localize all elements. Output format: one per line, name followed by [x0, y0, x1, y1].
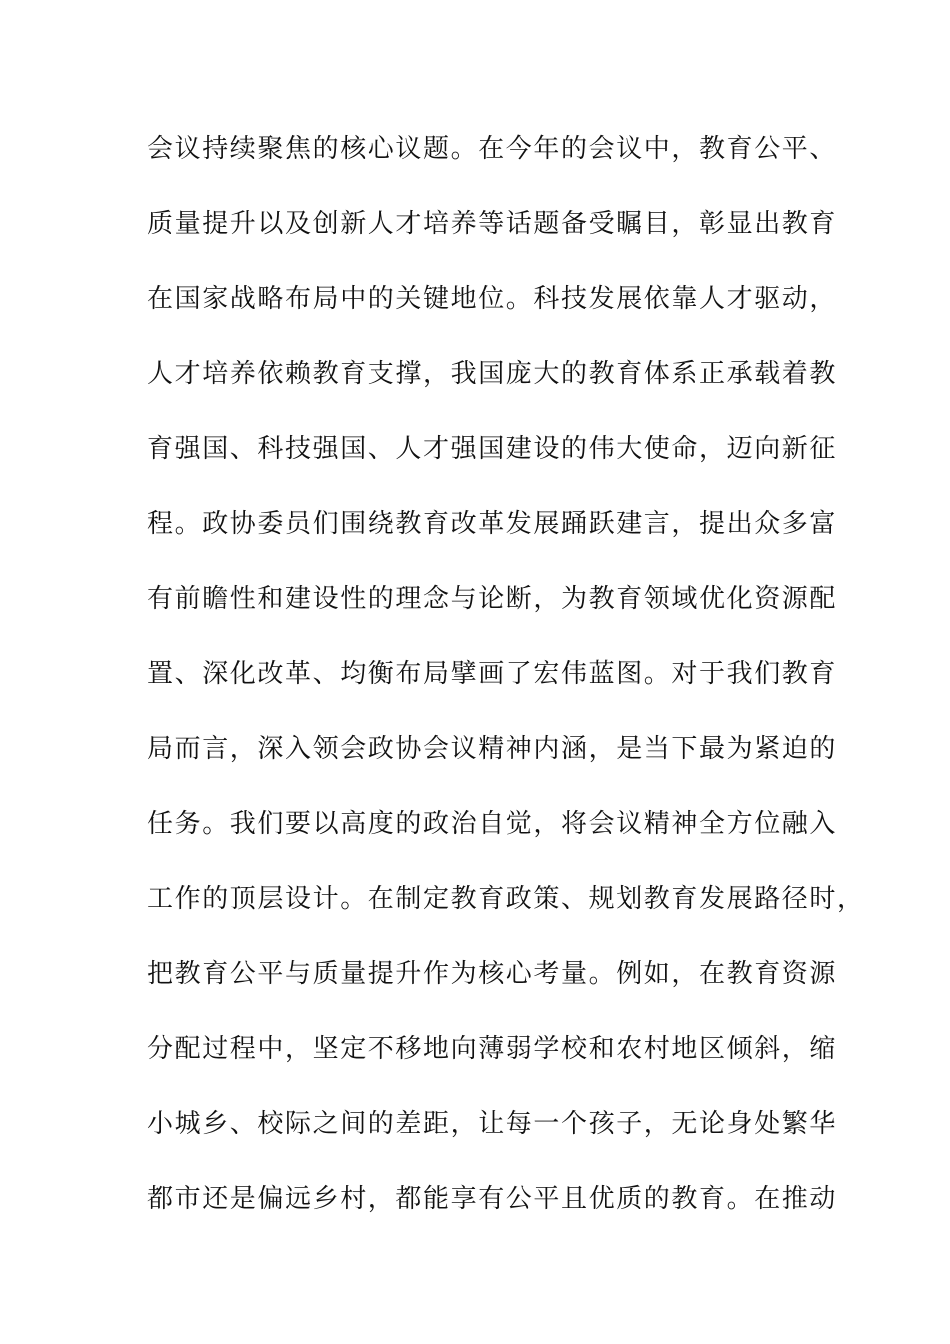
text-line: 育强国、科技强国、人才强国建设的伟大使命，迈向新征 [147, 434, 838, 464]
text-line: 工作的顶层设计。在制定教育政策、规划教育发展路径时， [147, 884, 865, 914]
text-line: 在国家战略布局中的关键地位。科技发展依靠人才驱动， [147, 284, 838, 314]
text-line: 有前瞻性和建设性的理念与论断，为教育领域优化资源配 [147, 584, 838, 614]
text-line: 人才培养依赖教育支撑，我国庞大的教育体系正承载着教 [147, 359, 838, 389]
text-line: 局而言，深入领会政协会议精神内涵，是当下最为紧迫的 [147, 734, 838, 764]
text-line: 程。政协委员们围绕教育改革发展踊跃建言，提出众多富 [147, 509, 838, 539]
text-line: 小城乡、校际之间的差距，让每一个孩子，无论身处繁华 [147, 1109, 838, 1139]
text-line: 分配过程中，坚定不移地向薄弱学校和农村地区倾斜，缩 [147, 1034, 838, 1064]
text-line: 会议持续聚焦的核心议题。在今年的会议中，教育公平、 [147, 134, 838, 164]
text-line: 置、深化改革、均衡布局擘画了宏伟蓝图。对于我们教育 [147, 659, 838, 689]
body-paragraph [147, 128, 865, 1253]
text-line: 质量提升以及创新人才培养等话题备受瞩目，彰显出教育 [147, 209, 838, 239]
text-line: 任务。我们要以高度的政治自觉，将会议精神全方位融入 [147, 809, 838, 839]
text-line: 都市还是偏远乡村，都能享有公平且优质的教育。在推动 [147, 1184, 838, 1214]
text-line: 把教育公平与质量提升作为核心考量。例如，在教育资源 [147, 959, 838, 989]
